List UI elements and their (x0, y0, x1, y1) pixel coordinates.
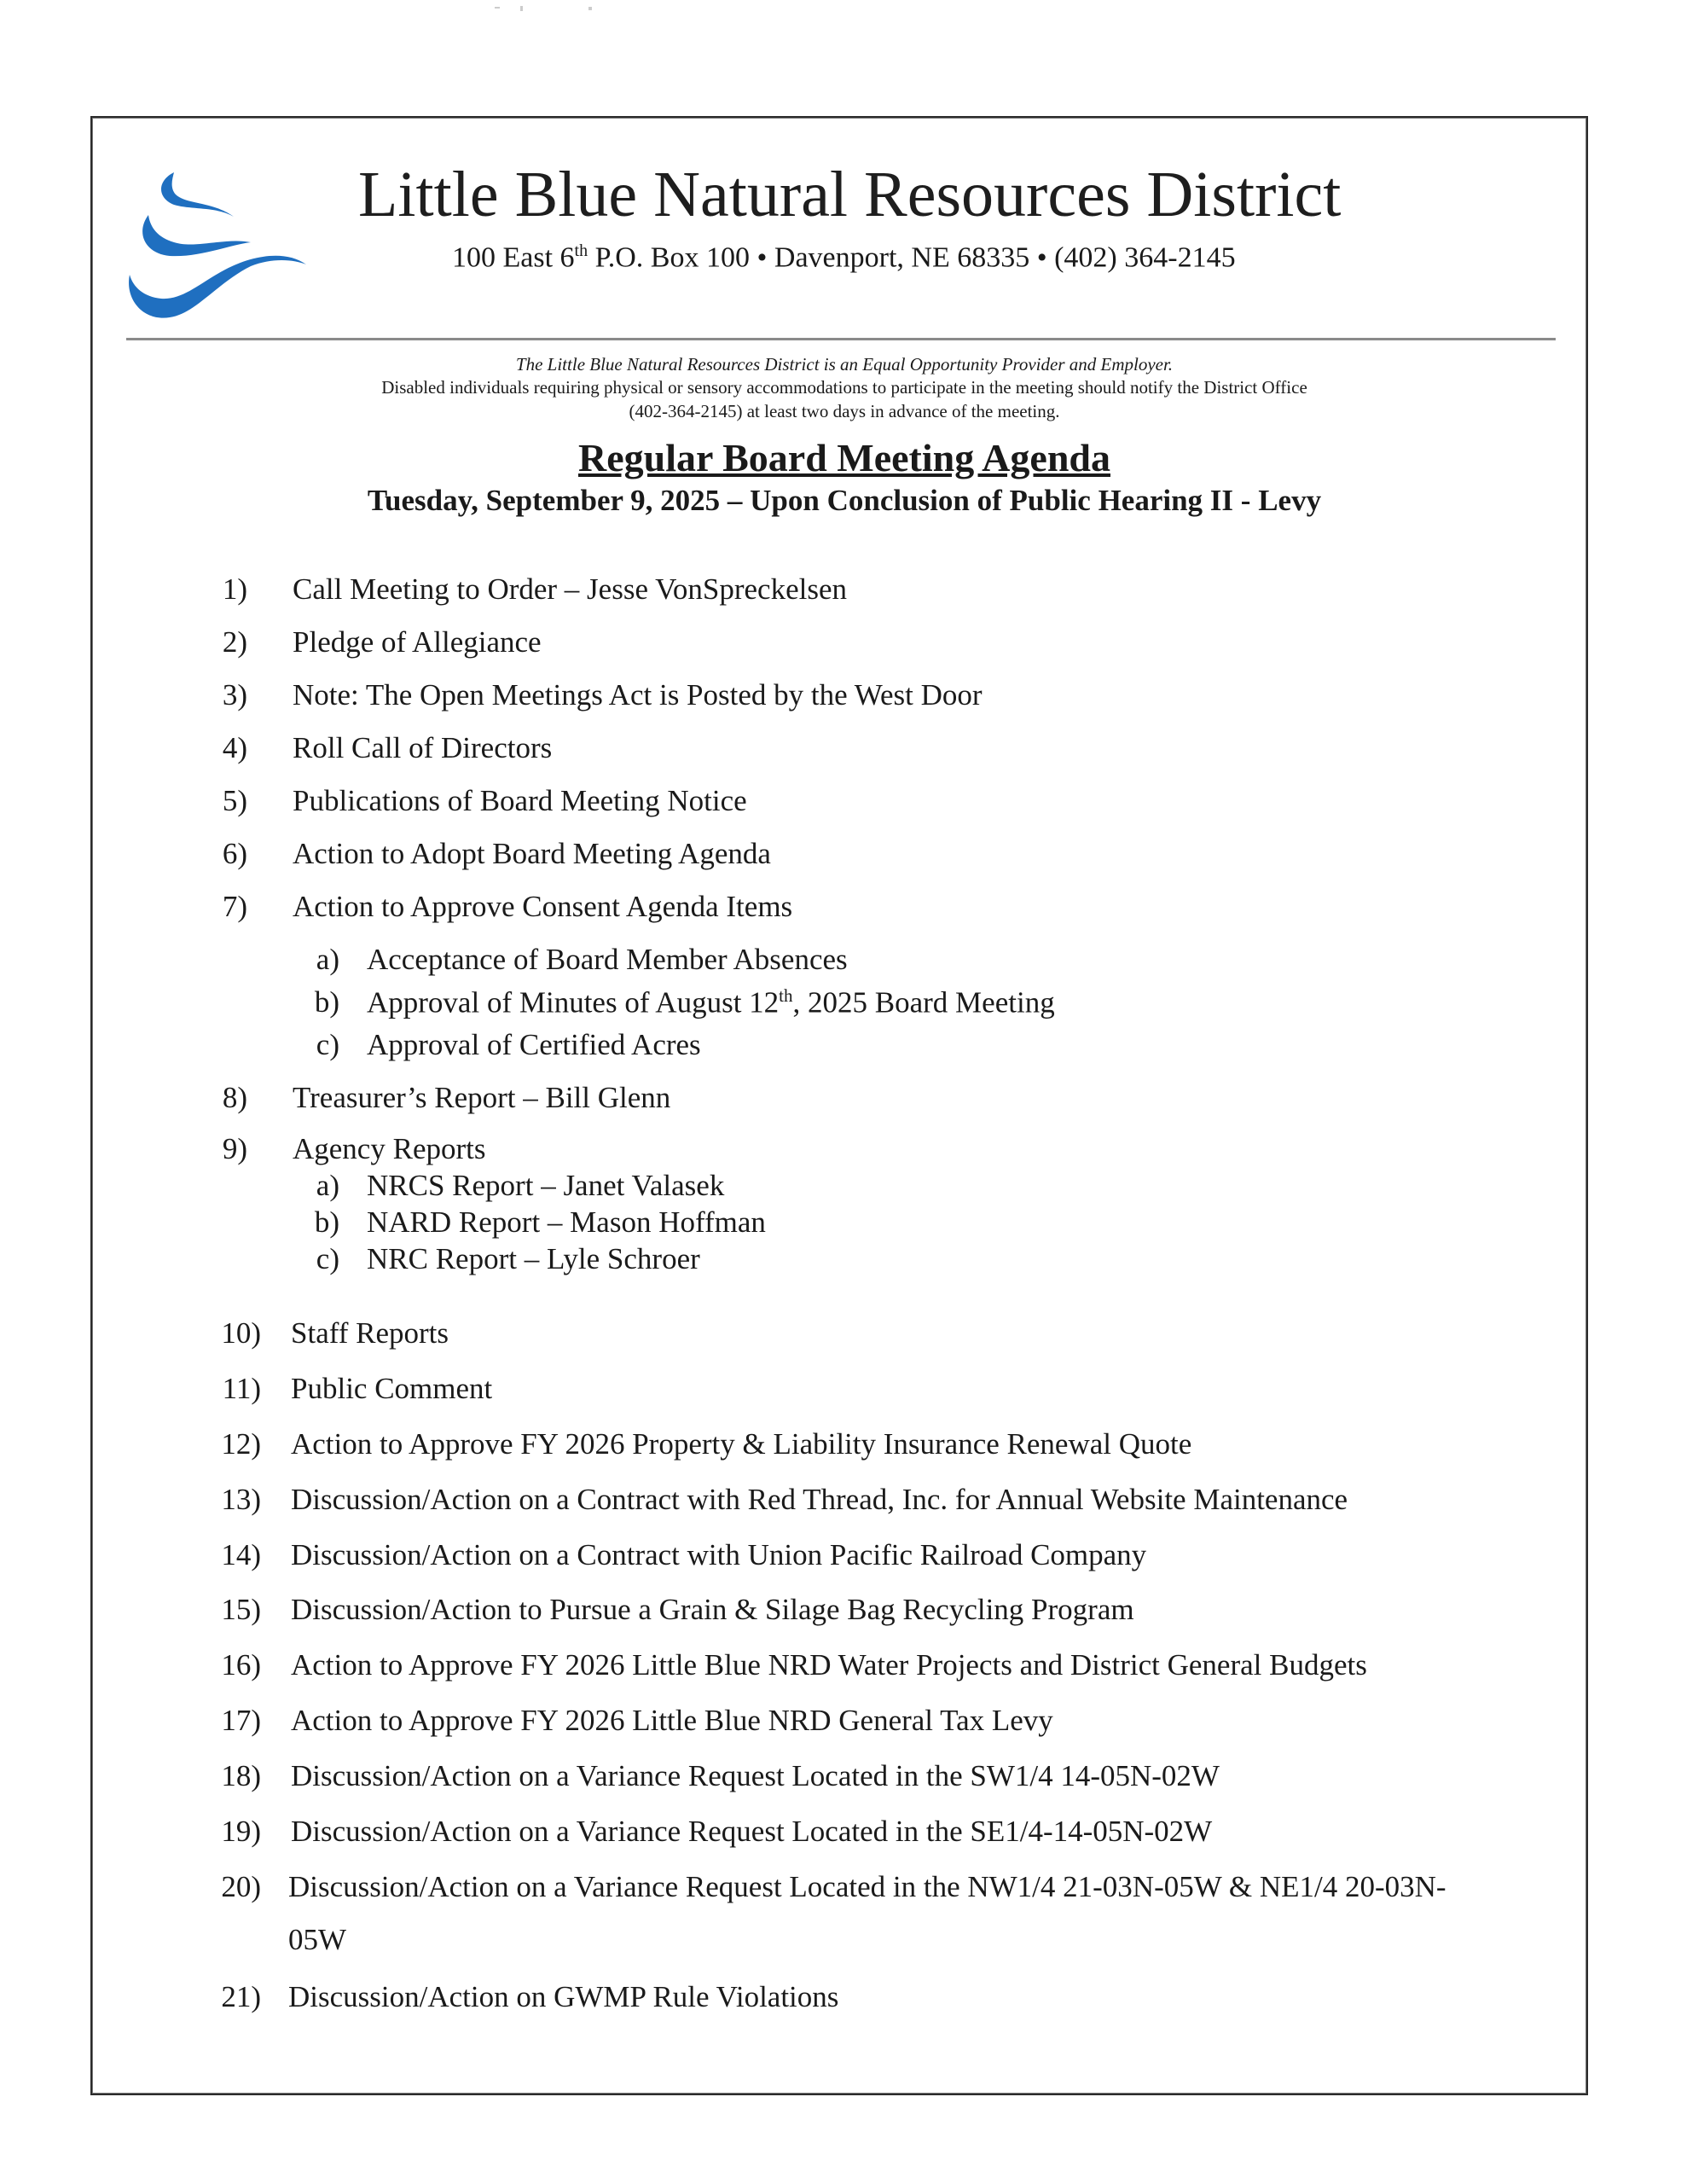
item-text: Discussion/Action on a Variance Request Located in the SW1/4 14-05N-02W (291, 1759, 1220, 1792)
item-text: Action to Approve FY 2026 Little Blue NRD Water Projects and District General Budgets (291, 1648, 1367, 1682)
item-text: Discussion/Action on a Contract with Red Thread, Inc. for Annual Website Maintenance (291, 1483, 1348, 1516)
item-number: 18) (221, 1759, 261, 1792)
subitem-letter: c) (316, 1242, 339, 1275)
subitem-letter: b) (314, 985, 339, 1019)
item-text: Note: The Open Meetings Act is Posted by the West Door (293, 678, 983, 712)
item-number: 6) (222, 837, 247, 870)
item-text: Pledge of Allegiance (293, 625, 542, 659)
subitem-text: Approval of Certified Acres (367, 1028, 701, 1061)
item-number: 4) (222, 731, 247, 764)
address-superscript: th (574, 241, 588, 260)
subitem-text: Approval of Minutes of August 12 (367, 985, 780, 1019)
item-text: Discussion/Action to Pursue a Grain & Silage Bag Recycling Program (291, 1593, 1134, 1626)
subitem-text-after: , 2025 Board Meeting (792, 985, 1055, 1019)
agenda-subtitle: Tuesday, September 9, 2025 – Upon Conclusion of Public Hearing II - Levy (367, 484, 1322, 517)
address-prefix: 100 East 6 (452, 241, 575, 274)
subitem-text: NARD Report – Mason Hoffman (367, 1205, 766, 1239)
item-number: 11) (222, 1372, 261, 1405)
scan-artifact (495, 5, 597, 12)
item-number: 19) (221, 1815, 261, 1848)
item-number: 9) (222, 1132, 247, 1165)
item-text: Discussion/Action on a Variance Request Located in the NW1/4 21-03N-05W & NE1/4 20-03N- (288, 1870, 1446, 1903)
item-text: Call Meeting to Order – Jesse VonSpreckelsen (293, 572, 847, 606)
item-text: Treasurer’s Report – Bill Glenn (293, 1081, 671, 1114)
accommodations-notice-line1: Disabled individuals requiring physical or sensory accommodations to participate in the meeting should notify the District Office (381, 377, 1307, 398)
subitem-text: NRCS Report – Janet Valasek (367, 1169, 725, 1202)
item-number: 14) (221, 1538, 261, 1571)
org-address (452, 241, 1475, 274)
subitem-letter: a) (316, 943, 339, 976)
subitem-letter: b) (314, 1205, 339, 1239)
notice-block (256, 353, 1433, 423)
item-number: 13) (221, 1483, 261, 1516)
org-name: Little Blue Natural Resources District (358, 159, 1342, 230)
accommodations-notice-line2: (402-364-2145) at least two days in advance of the meeting. (629, 400, 1060, 421)
item-text: Discussion/Action on a Contract with Union Pacific Railroad Company (291, 1538, 1147, 1571)
item-number: 2) (222, 625, 247, 659)
item-number: 20) (221, 1870, 261, 1903)
header-divider (126, 338, 1556, 340)
item-text-continuation: 05W (288, 1923, 347, 1956)
subitem-letter: a) (316, 1169, 339, 1202)
agenda-title: Regular Board Meeting Agenda (578, 436, 1110, 479)
equal-opportunity-notice: The Little Blue Natural Resources District is an Equal Opportunity Provider and Employer. (515, 354, 1174, 375)
item-number: 15) (221, 1593, 261, 1626)
item-number: 12) (221, 1427, 261, 1461)
address-rest: P.O. Box 100 • Davenport, NE 68335 • (402) 364-2145 (588, 241, 1236, 274)
item-text: Action to Adopt Board Meeting Agenda (293, 837, 771, 870)
item-number: 5) (222, 784, 247, 817)
item-number: 8) (222, 1081, 247, 1114)
item-text: Action to Approve Consent Agenda Items (293, 890, 793, 923)
item-text: Discussion/Action on GWMP Rule Violations (288, 1980, 839, 2013)
item-number: 10) (221, 1316, 261, 1350)
item-text: Publications of Board Meeting Notice (293, 784, 747, 817)
subitem-letter: c) (316, 1028, 339, 1061)
item-text: Agency Reports (293, 1132, 486, 1165)
item-number: 7) (222, 890, 247, 923)
item-text: Action to Approve FY 2026 Little Blue NRD General Tax Levy (291, 1704, 1053, 1737)
item-number: 16) (221, 1648, 261, 1682)
item-number: 17) (221, 1704, 261, 1737)
subitem-superscript: th (779, 985, 793, 1006)
item-number: 3) (222, 678, 247, 712)
item-text: Staff Reports (291, 1316, 449, 1350)
subitem-text-group (367, 986, 1055, 1019)
item-text: Discussion/Action on a Variance Request Located in the SE1/4-14-05N-02W (291, 1815, 1213, 1848)
subitem-text: NRC Report – Lyle Schroer (367, 1242, 700, 1275)
item-number: 1) (222, 572, 247, 606)
item-text: Roll Call of Directors (293, 731, 553, 764)
subitem-text: Acceptance of Board Member Absences (367, 943, 848, 976)
item-text: Action to Approve FY 2026 Property & Liability Insurance Renewal Quote (291, 1427, 1192, 1461)
district-logo-icon (123, 164, 310, 326)
item-number: 21) (221, 1980, 261, 2013)
item-text: Public Comment (291, 1372, 493, 1405)
